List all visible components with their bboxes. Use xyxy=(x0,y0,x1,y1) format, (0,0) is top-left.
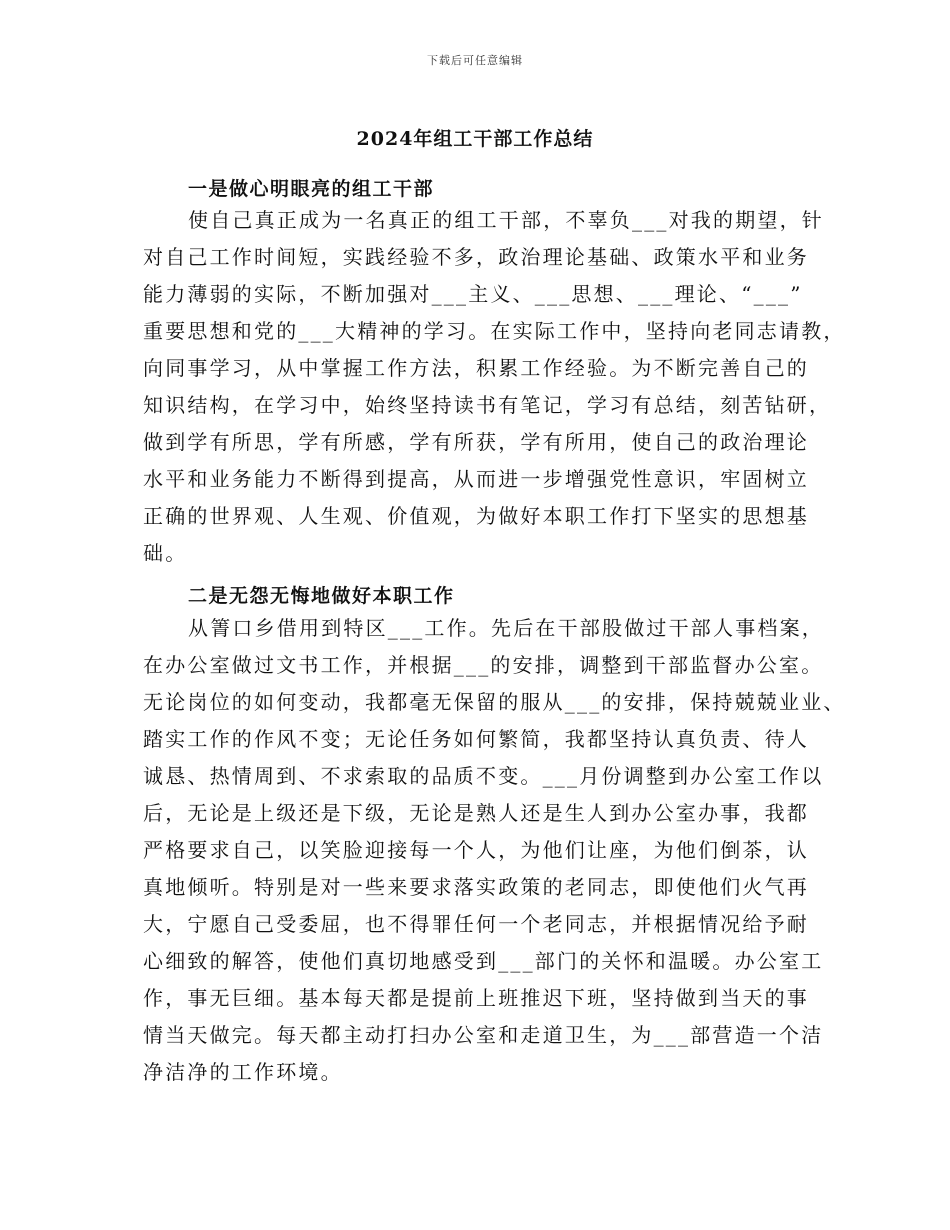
paragraph-line: 作，事无巨细。基本每天都是提前上班推迟下班，坚持做到当天的事 xyxy=(143,986,809,1010)
paragraph-line: 础。 xyxy=(143,541,188,565)
paragraph-line: 后，无论是上级还是下级，无论是熟人还是生人到办公室办事，我都 xyxy=(143,801,809,825)
paragraph-line: 真地倾听。特别是对一些来要求落实政策的老同志，即使他们火气再 xyxy=(143,875,809,899)
document-title: 2024年组工干部工作总结 xyxy=(356,128,594,150)
paragraph-line: 水平和业务能力不断得到提高，从而进一步增强党性意识，牢固树立 xyxy=(143,467,809,491)
paragraph-line: 踏实工作的作风不变；无论任务如何繁简，我都坚持认真负责、待人 xyxy=(143,727,809,751)
paragraph-line: 诚恳、热情周到、不求索取的品质不变。___月份调整到办公室工作以 xyxy=(143,764,824,788)
paragraph-line: 正确的世界观、人生观、价值观，为做好本职工作打下坚实的思想基 xyxy=(143,504,809,528)
paragraph-line: 知识结构，在学习中，始终坚持读书有笔记，学习有总结，刻苦钻研， xyxy=(143,393,832,417)
paragraph-line: 重要思想和党的___大精神的学习。在实际工作中，坚持向老同志请教， xyxy=(143,319,846,343)
paragraph-line: 净洁净的工作环境。 xyxy=(143,1060,343,1084)
paragraph-line: 做到学有所思，学有所感，学有所获，学有所用，使自己的政治理论 xyxy=(143,430,809,454)
paragraph-line: 无论岗位的如何变动，我都毫无保留的服从___的安排，保持兢兢业业、 xyxy=(143,690,846,714)
section-1-heading: 一是做心明眼亮的组工干部 xyxy=(188,178,435,200)
paragraph-line: 心细致的解答，使他们真切地感受到___部门的关怀和温暖。办公室工 xyxy=(143,949,824,973)
paragraph-line: 在办公室做过文书工作，并根据___的安排，调整到干部监督办公室。 xyxy=(143,653,824,677)
paragraph-line: 向同事学习，从中掌握工作方法，积累工作经验。为不断完善自己的 xyxy=(143,356,809,380)
section-2-heading: 二是无怨无悔地做好本职工作 xyxy=(188,585,455,607)
paragraph-line: 使自己真正成为一名真正的组工干部，不辜负___对我的期望，针 xyxy=(188,208,824,232)
paragraph-line: 从箐口乡借用到特区___工作。先后在干部股做过干部人事档案， xyxy=(188,616,824,640)
paragraph-line: 大，宁愿自己受委屈，也不得罪任何一个老同志，并根据情况给予耐 xyxy=(143,912,809,936)
header-note: 下载后可任意编辑 xyxy=(427,54,523,67)
paragraph-line: 能力薄弱的实际，不断加强对___主义、___思想、___理论、“___” xyxy=(143,282,803,306)
paragraph-line: 情当天做完。每天都主动打扫办公室和走道卫生，为___部营造一个洁 xyxy=(143,1023,824,1047)
paragraph-line: 对自己工作时间短，实践经验不多，政治理论基础、政策水平和业务 xyxy=(143,245,809,269)
section-2-paragraph xyxy=(143,610,846,1091)
section-1-paragraph xyxy=(143,202,846,572)
paragraph-line: 严格要求自己，以笑脸迎接每一个人，为他们让座，为他们倒茶，认 xyxy=(143,838,809,862)
